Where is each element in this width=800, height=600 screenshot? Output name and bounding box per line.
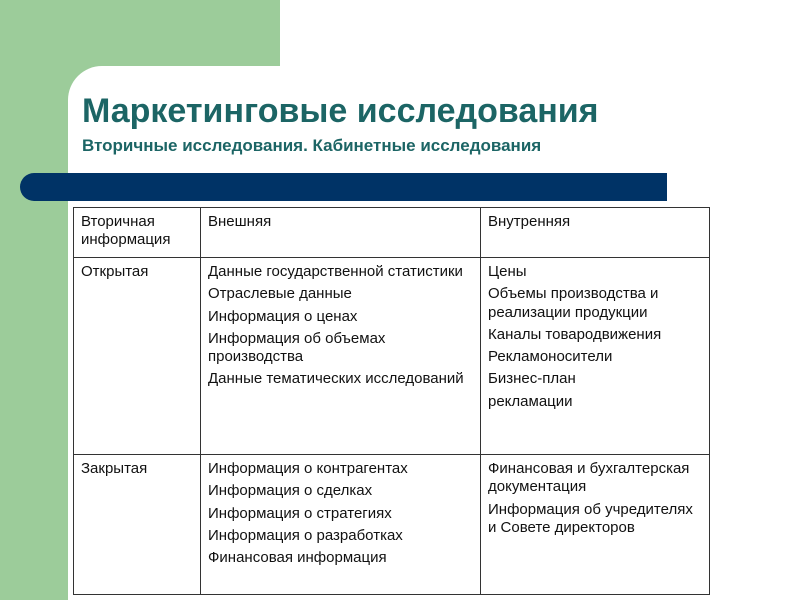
list-item: Бизнес-план xyxy=(488,370,576,388)
list-item: Финансовая и бухгалтерская документация xyxy=(488,460,690,496)
slide-title: Маркетинговые исследования xyxy=(82,92,599,130)
row-label-open: Открытая xyxy=(74,258,201,455)
list-item: Информация об учредителях и Совете директоров xyxy=(488,500,693,536)
list-item: Информация о сделках xyxy=(208,482,373,500)
list-item: Отраслевые данные xyxy=(208,285,352,303)
slide-subtitle: Вторичные исследования. Кабинетные исследования xyxy=(82,136,542,155)
list-item: Информация о ценах xyxy=(208,307,358,325)
list-item: Информация об объемах производства xyxy=(208,329,386,366)
table-row-open xyxy=(74,258,710,455)
list-item: Информация о стратегиях xyxy=(208,504,392,522)
table-row-closed xyxy=(74,455,710,595)
list-item: Данные государственной статистики xyxy=(208,263,463,280)
cell-open-external xyxy=(201,258,481,455)
list-item: Информация о разработках xyxy=(208,526,403,544)
row-label-closed: Закрытая xyxy=(74,455,201,595)
list-item: Информация о контрагентах xyxy=(208,460,408,477)
list-item: Цены xyxy=(488,263,527,280)
list-item: Каналы товародвижения xyxy=(488,325,662,343)
list-item: Финансовая информация xyxy=(208,549,387,567)
info-table xyxy=(73,207,710,595)
list-item: рекламации xyxy=(488,392,573,410)
header-cell-external: Внешняя xyxy=(201,208,481,258)
list-item: Данные тематических исследований xyxy=(208,370,464,388)
cell-open-internal xyxy=(481,258,710,455)
decor-bar xyxy=(20,173,667,201)
header-cell-secondary-info: Вторичная информация xyxy=(74,208,201,258)
header-cell-internal: Внутренняя xyxy=(481,208,710,258)
list-item: Рекламоносители xyxy=(488,348,613,366)
cell-closed-external xyxy=(201,455,481,595)
table-header-row xyxy=(74,208,710,258)
list-item: Объемы производства и реализации продукции xyxy=(488,285,659,321)
cell-closed-internal xyxy=(481,455,710,595)
